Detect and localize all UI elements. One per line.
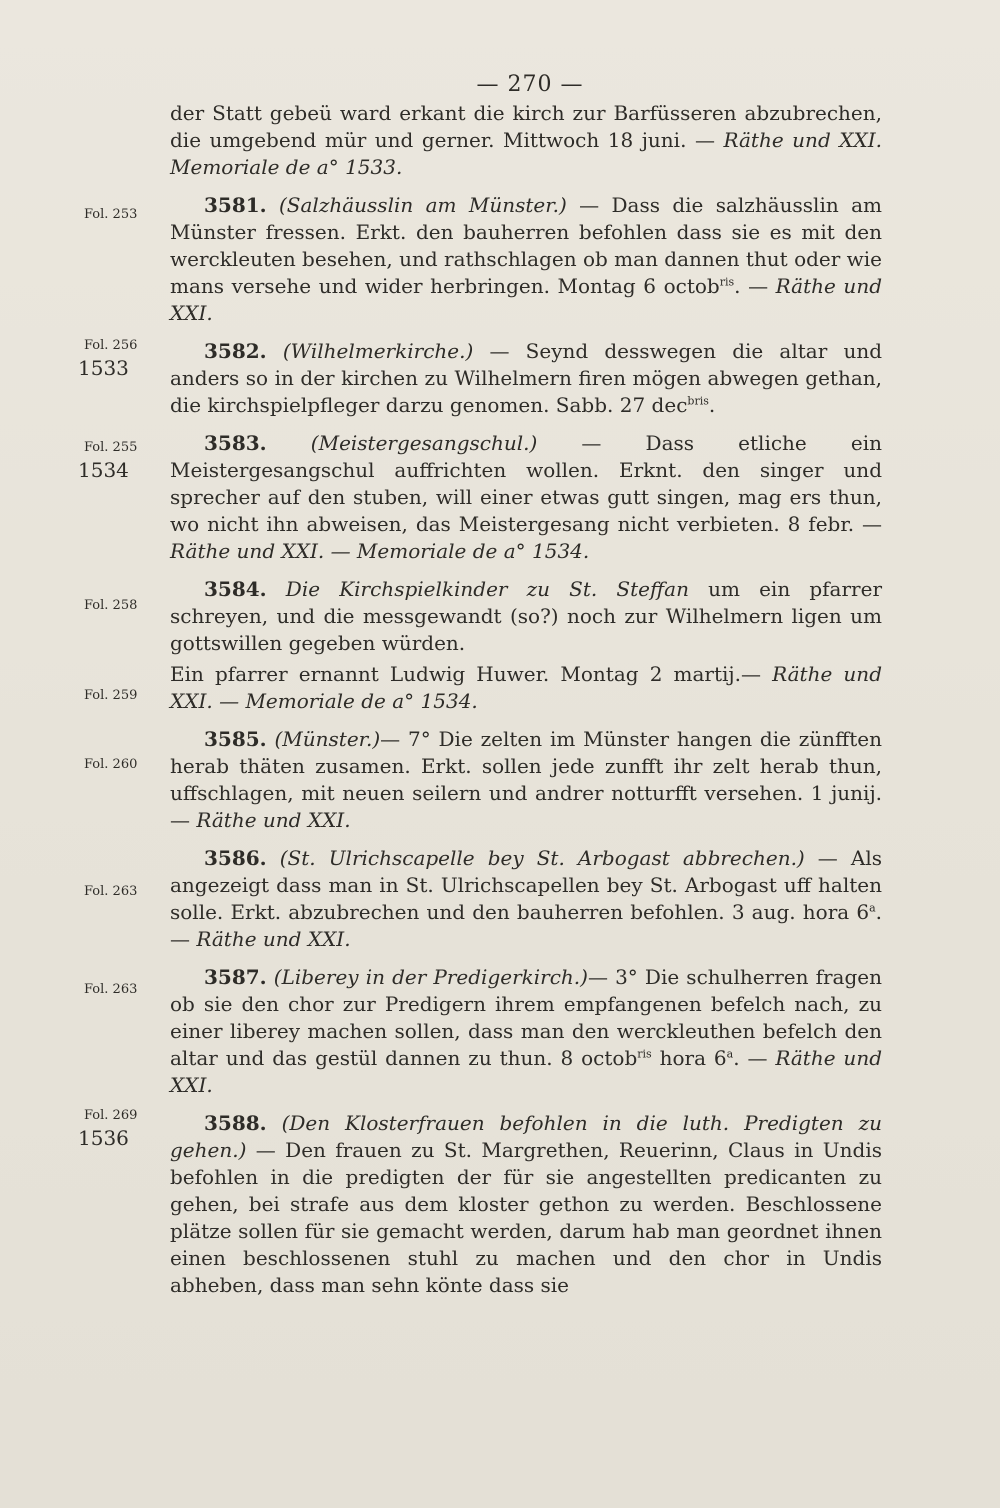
entry-3587 — [170, 964, 882, 1099]
folio-ref: Fol. 269 — [84, 1108, 138, 1123]
entry-text: — 3° Die schulherren fragen ob sie den chor zur Predigern ihrem empfangenen befelch nach, zu einer liberey machen sollen, dass man den werckleuthen befelch den altar und das gestül dannen zu thun. 8 octob — [170, 965, 882, 1070]
entry-text: um ein pfarrer schreyen, und die messgewandt (so?) noch zur Wilhelmern ligen um gottswillen gegeben würden. — [170, 577, 883, 655]
entry-number: 3584. — [204, 577, 267, 601]
margin-note — [60, 884, 160, 900]
entry-3588 — [170, 1110, 882, 1299]
margin-note — [60, 1108, 160, 1150]
main-text — [170, 100, 882, 1310]
superscript: a — [726, 1047, 734, 1061]
entry-text: . — — [170, 900, 882, 951]
source-reference: Räthe und XXI. Memoriale de a° 1533. — [170, 128, 882, 179]
folio-ref: Fol. 256 — [84, 338, 138, 353]
superscript: a — [869, 901, 876, 915]
entry-3584 — [170, 576, 882, 657]
entry-number: 3582. — [204, 339, 267, 363]
entry-title: (St. Ulrichscapelle bey St. Arbogast abbrechen.) — [279, 846, 805, 870]
margin-note — [60, 440, 160, 482]
entry-3585 — [170, 726, 882, 834]
entry-3584-continued — [170, 661, 882, 715]
entry-title: (Liberey in der Predigerkirch.) — [273, 965, 588, 989]
entry-text: — 7° Die zelten im Münster hangen die zünfften herab thäten zusamen. Erkt. sollen jede zunfft ihr zelt herab thun, uffschlagen, mit neuen seilern und andrer notturfft versehen. 1 junij. — — [170, 727, 883, 832]
source-reference: Räthe und XXI. — Memoriale de a° 1534. — [170, 539, 590, 563]
margin-note — [60, 757, 160, 773]
source-reference: Räthe und XXI. — [170, 274, 882, 325]
entry-text: . — [708, 393, 716, 417]
entry-continuation — [170, 100, 882, 181]
entry-text: hora 6 — [651, 1046, 727, 1070]
entry-number: 3583. — [204, 431, 267, 455]
margin-note — [60, 598, 160, 614]
entry-text: . — — [734, 274, 776, 298]
entry-title: (Den Klosterfrauen befohlen in die luth. Predigten zu gehen.) — [170, 1111, 883, 1162]
entry-3581 — [170, 192, 882, 327]
folio-ref: Fol. 263 — [84, 884, 138, 899]
superscript: ris — [637, 1047, 652, 1061]
entry-3582 — [170, 338, 882, 419]
folio-ref: Fol. 258 — [84, 598, 138, 613]
entry-title: (Wilhelmerkirche.) — [282, 339, 474, 363]
source-reference: Räthe und XXI. — [196, 808, 351, 832]
entry-number: 3585. — [204, 727, 267, 751]
entry-text: . — — [733, 1046, 776, 1070]
entry-text: — Als angezeigt dass man in St. Ulrichscapellen bey St. Arbogast uff halten solle. Erkt. abzubrechen und den bauherren befohlen. 3 aug. hora 6 — [170, 846, 882, 924]
entry-title: Die Kirchspielkinder zu St. Steffan — [285, 577, 689, 601]
superscript: bris — [687, 394, 709, 408]
entry-title: (Salzhäusslin am Münster.) — [279, 193, 567, 217]
source-reference: Räthe und XXI. — [170, 1046, 882, 1097]
margin-note — [60, 688, 160, 704]
folio-ref: Fol. 253 — [84, 207, 138, 222]
source-reference: Räthe und XXI. — [196, 927, 351, 951]
entry-number: 3588. — [204, 1111, 267, 1135]
entry-3586 — [170, 845, 882, 953]
entry-text: — Seynd desswegen die altar und anders so in der kirchen zu Wilhelmern firen mögen abwegen gethan, die kirchspielpfleger darzu genomen. Sabb. 27 dec — [170, 339, 883, 417]
entry-number: 3581. — [204, 193, 267, 217]
year-note: 1533 — [78, 356, 129, 380]
entry-number: 3587. — [204, 965, 267, 989]
margin-note — [60, 207, 160, 223]
entry-3583 — [170, 430, 882, 565]
entry-title: (Münster.) — [274, 727, 381, 751]
entry-text: — Den frauen zu St. Margrethen, Reuerinn, Claus in Undis befohlen in die predigten der für sie angestellten predicanten zu gehen, bei strafe aus dem kloster gethon zu werden. Beschlossene plätze sollen für sie gemacht werden, darum hab man geordnet ihnen einen beschlossenen stuhl zu machen und den chor in Undis abheben, dass man sehn könte dass sie — [170, 1138, 882, 1297]
source-reference: Räthe und XXI. — Memoriale de a° 1534. — [170, 662, 882, 713]
entry-number: 3586. — [204, 846, 267, 870]
folio-ref: Fol. 263 — [84, 982, 138, 997]
superscript: ris — [719, 275, 735, 289]
folio-ref: Fol. 255 — [84, 440, 138, 455]
entry-text: — Dass etliche ein Meistergesangschul auffrichten wollen. Erknt. den singer und sprecher auf den stuben, will einer etwas gutt singen, mag ers thun, wo nicht ihn abweisen, das Meistergesang nicht verbieten. 8 febr. — — [170, 431, 882, 536]
entry-text: — Dass die salzhäusslin am Münster fressen. Erkt. den bauherren befohlen dass sie es mit den werckleuten besehen, und rathschlagen ob man dannen thut oder wie mans versehe und wider herbringen. Montag 6 octob — [170, 193, 883, 298]
margin-note — [60, 982, 160, 998]
entry-text: Ein pfarrer ernannt Ludwig Huwer. Montag 2 martij.— — [170, 662, 773, 686]
margin-note — [60, 338, 160, 380]
year-note: 1536 — [78, 1126, 129, 1150]
year-note: 1534 — [78, 458, 129, 482]
folio-ref: Fol. 260 — [84, 757, 138, 772]
page-number: — 270 — — [476, 72, 584, 97]
folio-ref: Fol. 259 — [84, 688, 138, 703]
entry-title: (Meistergesangschul.) — [310, 431, 538, 455]
entry-text: der Statt gebeü ward erkant die kirch zur Barfüsseren abzubrechen, die umgebend mür und gerner. Mittwoch 18 juni. — — [170, 101, 882, 152]
